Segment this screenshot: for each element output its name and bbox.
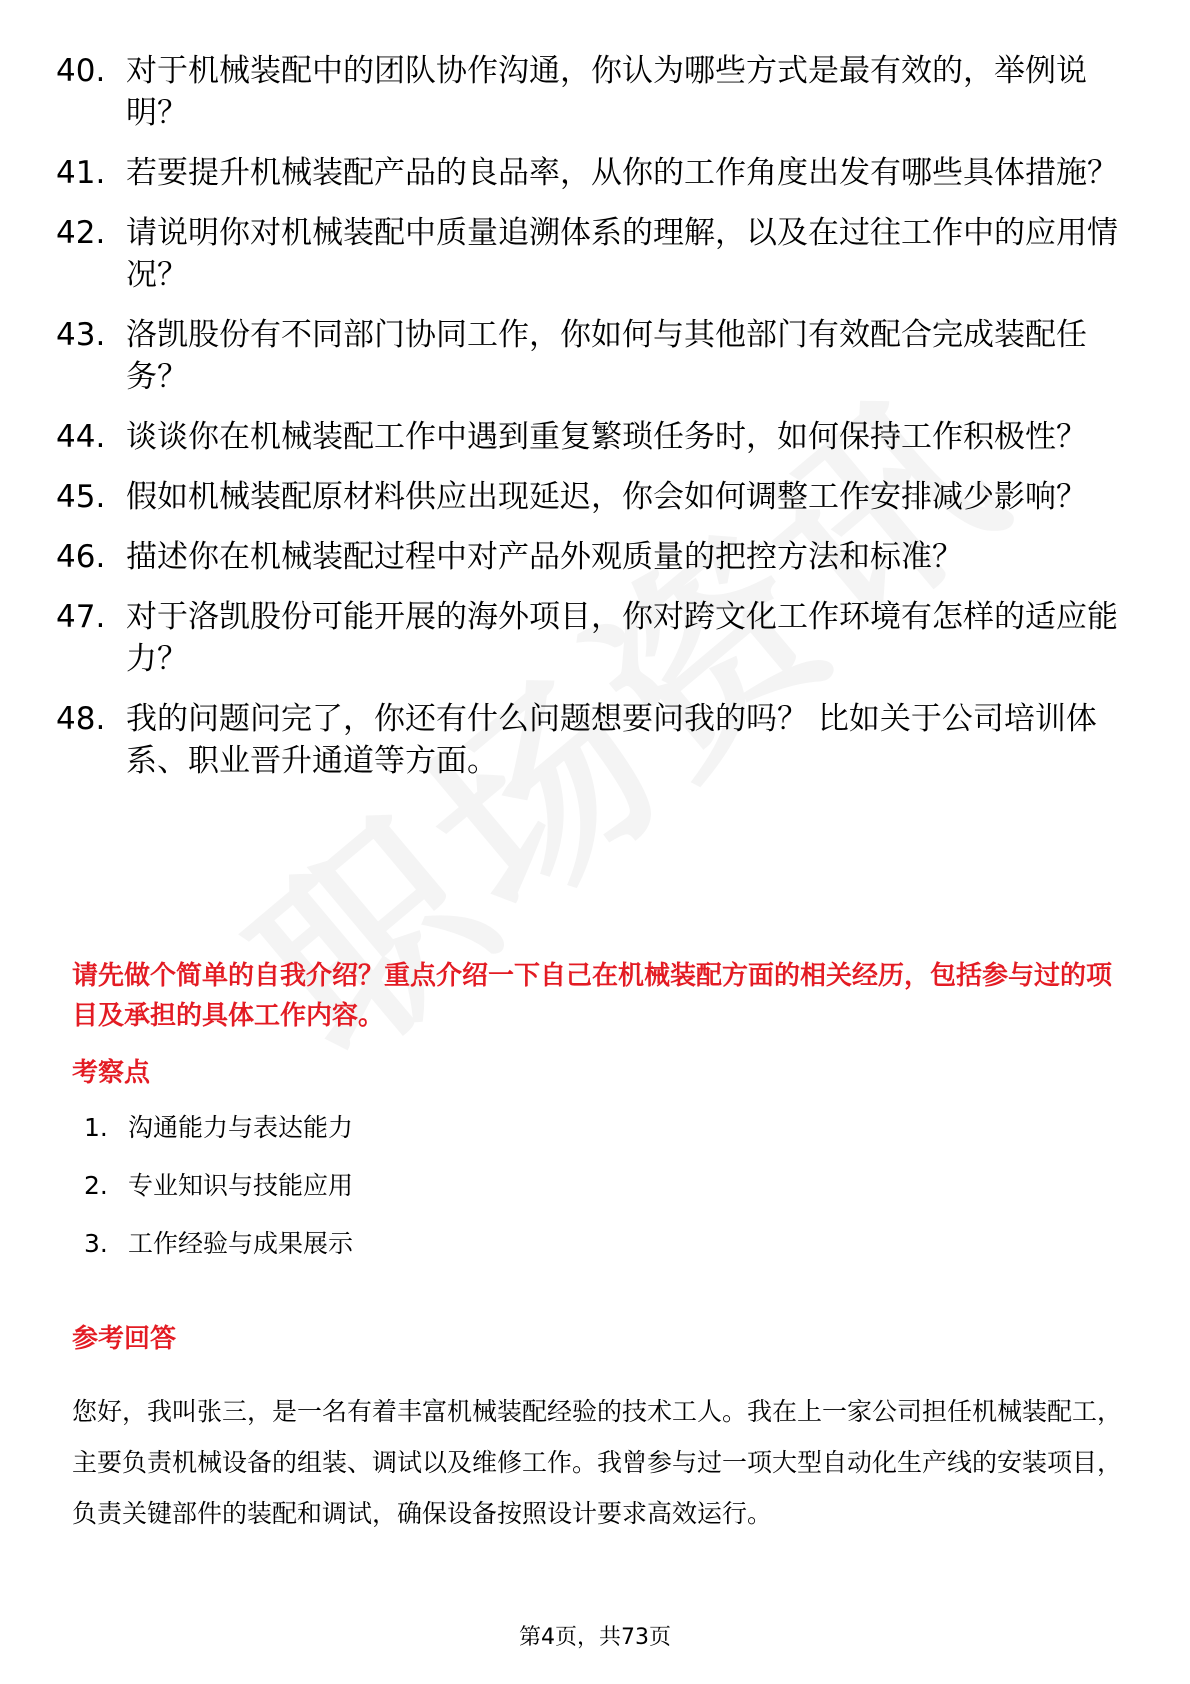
question-item — [56, 152, 1146, 194]
point-text: 专业知识与技能应用 — [128, 1171, 354, 1200]
point-number: 3. — [84, 1229, 108, 1258]
featured-question: 请先做个简单的自我介绍？重点介绍一下自己在机械装配方面的相关经历，包括参与过的项目及承担的具体工作内容。 — [72, 961, 1113, 1031]
kaochadian-item — [84, 1168, 353, 1226]
question-number: 41. — [56, 155, 106, 191]
question-number: 46. — [56, 539, 106, 575]
point-number: 1. — [84, 1113, 108, 1142]
question-text: 洛凯股份有不同部门协同工作，你如何与其他部门有效配合完成装配任务？ — [126, 317, 1087, 395]
question-item — [56, 416, 1146, 458]
question-text: 假如机械装配原材料供应出现延迟，你会如何调整工作安排减少影响？ — [126, 479, 1087, 515]
question-text: 对于洛凯股份可能开展的海外项目，你对跨文化工作环境有怎样的适应能力？ — [126, 599, 1118, 677]
question-text: 我的问题问完了，你还有什么问题想要问我的吗？ 比如关于公司培训体系、职业晋升通道等方面。 — [126, 701, 1097, 779]
question-number: 45. — [56, 479, 106, 515]
point-text: 沟通能力与表达能力 — [128, 1113, 354, 1142]
question-item — [56, 536, 1146, 578]
question-item — [56, 50, 1146, 134]
question-item — [56, 698, 1146, 782]
kaochadian-list — [84, 1110, 353, 1284]
page-footer: 第4页，共73页 — [519, 1625, 671, 1650]
question-number: 42. — [56, 215, 106, 251]
question-text: 请说明你对机械装配中质量追溯体系的理解，以及在过往工作中的应用情况？ — [126, 215, 1118, 293]
question-item — [56, 314, 1146, 398]
question-text: 描述你在机械装配过程中对产品外观质量的把控方法和标准？ — [126, 539, 963, 575]
question-text: 谈谈你在机械装配工作中遇到重复繁琐任务时，如何保持工作积极性？ — [126, 419, 1087, 455]
question-text: 对于机械装配中的团队协作沟通，你认为哪些方式是最有效的，举例说明？ — [126, 53, 1087, 131]
point-text: 工作经验与成果展示 — [128, 1229, 354, 1258]
question-item — [56, 476, 1146, 518]
question-number: 47. — [56, 599, 106, 635]
kaochadian-item — [84, 1110, 353, 1168]
kaochadian-item — [84, 1226, 353, 1284]
question-item — [56, 596, 1146, 680]
question-number: 48. — [56, 701, 106, 737]
question-item — [56, 212, 1146, 296]
question-number: 44. — [56, 419, 106, 455]
question-number: 40. — [56, 53, 106, 89]
question-list — [56, 50, 1146, 800]
question-text: 若要提升机械装配产品的良品率，从你的工作角度出发有哪些具体措施？ — [126, 155, 1118, 191]
reference-answer: 您好，我叫张三，是一名有着丰富机械装配经验的技术工人。我在上一家公司担任机械装配工，主要负责机械设备的组装、调试以及维修工作。我曾参与过一项大型自动化生产线的安装项目，负责关键部件的装配和调试，确保设备按照设计要求高效运行。 — [72, 1397, 1123, 1528]
point-number: 2. — [84, 1171, 108, 1200]
question-number: 43. — [56, 317, 106, 353]
cankao-heading: 参考回答 — [72, 1324, 177, 1354]
kaochadian-heading: 考察点 — [72, 1058, 151, 1088]
